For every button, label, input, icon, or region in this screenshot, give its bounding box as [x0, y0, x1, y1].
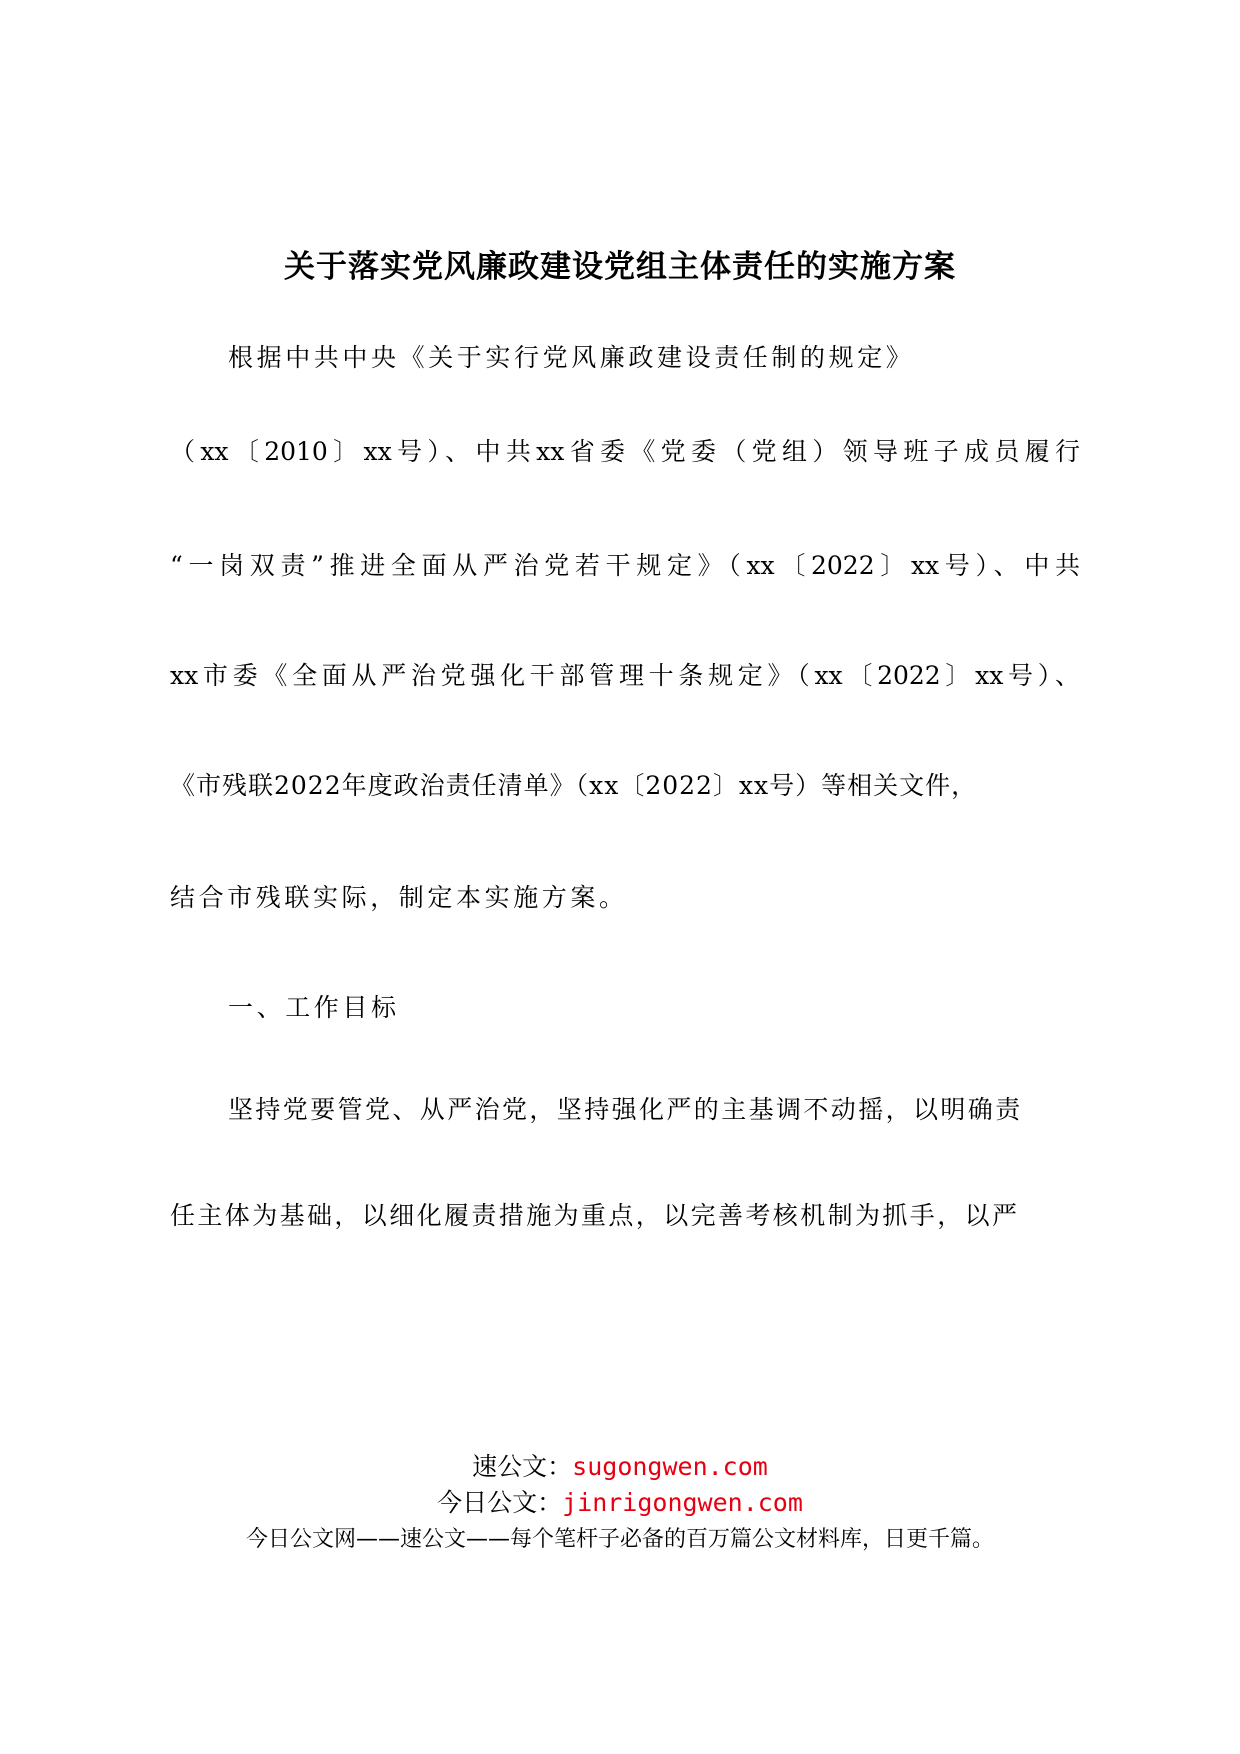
footer-link-sugongwen[interactable]: sugongwen.com: [572, 1452, 768, 1481]
section-heading: 一、工作目标: [228, 993, 400, 1022]
footer-label: 今日公文：: [437, 1488, 563, 1517]
footer-line-jinrigongwen: [0, 1486, 1240, 1520]
paragraph-line: （xx〔2010〕xx号）、中共xx省委《党委（党组）领导班子成员履行: [170, 437, 1080, 466]
paragraph-line: xx市委《全面从严治党强化干部管理十条规定》（xx〔2022〕xx号）、: [170, 661, 1080, 690]
paragraph-line: “一岗双责”推进全面从严治党若干规定》（xx〔2022〕xx号）、中共: [170, 551, 1080, 580]
document-title: 关于落实党风廉政建设党组主体责任的实施方案: [284, 249, 956, 285]
footer-link-jinrigongwen[interactable]: jinrigongwen.com: [562, 1488, 803, 1517]
paragraph-line: 任主体为基础，以细化履责措施为重点，以完善考核机制为抓手，以严: [170, 1201, 1020, 1230]
paragraph-line: 根据中共中央《关于实行党风廉政建设责任制的规定》: [228, 343, 915, 372]
paragraph-line: 坚持党要管党、从严治党，坚持强化严的主基调不动摇，以明确责: [228, 1095, 1023, 1124]
footer-label: 速公文：: [472, 1452, 573, 1481]
footer-tagline: 今日公文网——速公文——每个笔杆子必备的百万篇公文材料库，日更千篇。: [245, 1527, 994, 1552]
footer-line-sugongwen: [0, 1450, 1240, 1484]
paragraph-line: 结合市残联实际，制定本实施方案。: [170, 883, 628, 912]
paragraph-line: 《市残联2022年度政治责任清单》（xx〔2022〕xx号）等相关文件，: [170, 771, 978, 800]
